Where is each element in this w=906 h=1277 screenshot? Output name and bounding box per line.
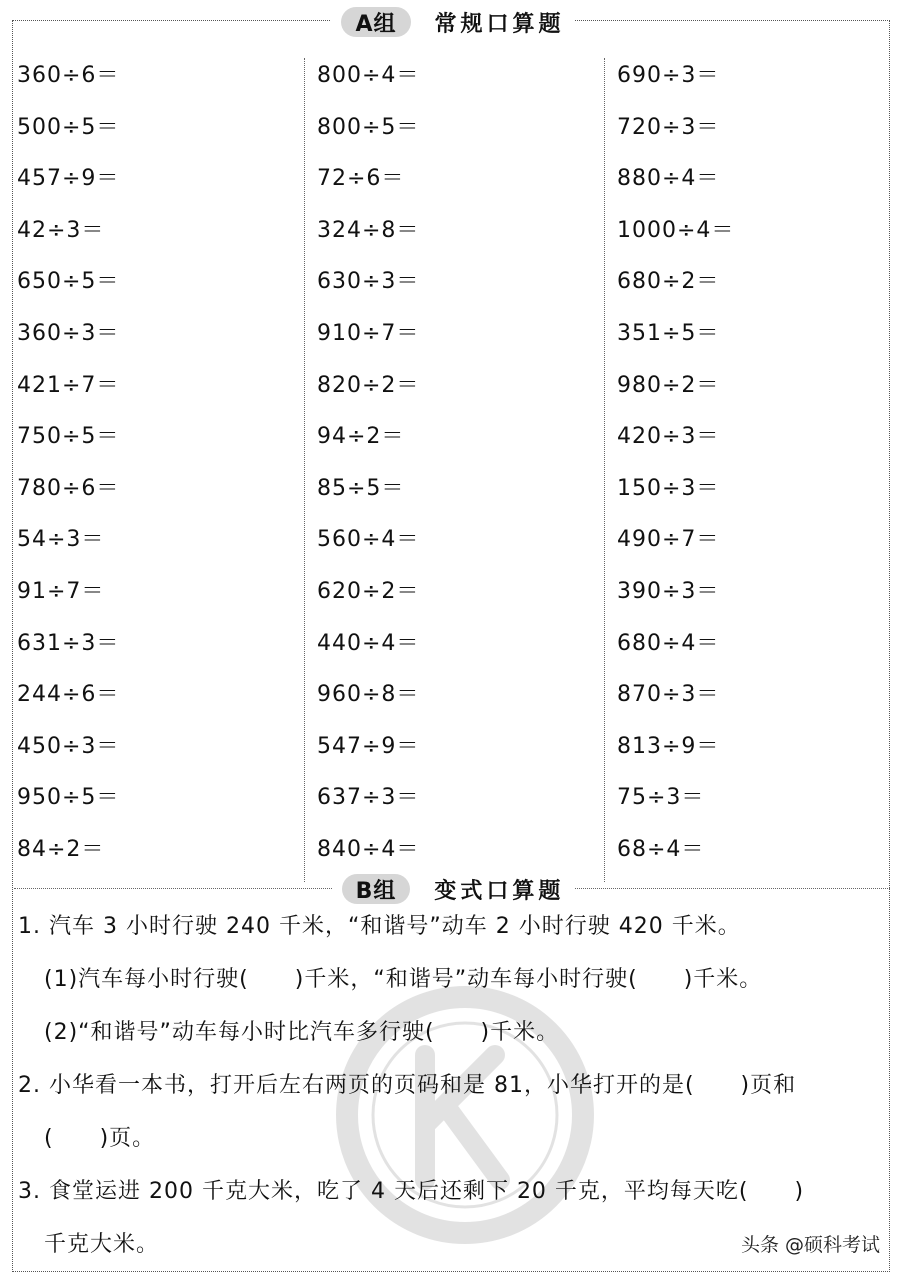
problem-2-continuation: ( )页。 bbox=[44, 1126, 156, 1151]
section-a-title: 常规口算题 bbox=[434, 11, 565, 37]
problem-item: 360÷6＝ bbox=[17, 63, 120, 88]
section-b-group-badge: B组 bbox=[342, 874, 411, 904]
problem-item: 420÷3＝ bbox=[617, 424, 720, 450]
word-problems bbox=[18, 900, 890, 1271]
problem-item: 324÷8＝ bbox=[317, 217, 420, 243]
problem-item: 421÷7＝ bbox=[17, 372, 120, 398]
problem-item: 72÷6＝ bbox=[317, 166, 405, 192]
problem-item: 820÷2＝ bbox=[317, 372, 420, 398]
problem-item: 440÷4＝ bbox=[317, 630, 420, 656]
problem-item: 91÷7＝ bbox=[17, 578, 105, 604]
problem-item: 720÷3＝ bbox=[617, 114, 720, 140]
problem-column-2 bbox=[317, 50, 607, 876]
problem-item: 960÷8＝ bbox=[317, 682, 420, 708]
problem-2-text: 2. 小华看一本书，打开后左右两页的页码和是 81，小华打开的是( )页和 bbox=[18, 1073, 797, 1098]
problem-item: 244÷6＝ bbox=[17, 682, 120, 708]
footer-credit: 头条 @硕科考试 bbox=[737, 1230, 884, 1257]
problem-item: 75÷3＝ bbox=[617, 785, 705, 811]
problem-item: 780÷6＝ bbox=[17, 475, 120, 501]
problem-1-part-1: (1)汽车每小时行驶( )千米，“和谐号”动车每小时行驶( )千米。 bbox=[44, 967, 763, 992]
problem-item: 631÷3＝ bbox=[17, 630, 120, 656]
problem-item: 490÷7＝ bbox=[617, 527, 720, 553]
problem-item: 84÷2＝ bbox=[17, 836, 105, 862]
problem-item: 800÷4＝ bbox=[317, 63, 420, 88]
problem-item: 360÷3＝ bbox=[17, 320, 120, 346]
problem-item: 1000÷4＝ bbox=[617, 217, 735, 243]
problem-item: 910÷7＝ bbox=[317, 320, 420, 346]
problem-item: 750÷5＝ bbox=[17, 424, 120, 450]
problem-item: 650÷5＝ bbox=[17, 269, 120, 295]
problem-item: 620÷2＝ bbox=[317, 578, 420, 604]
problem-item: 94÷2＝ bbox=[317, 424, 405, 450]
problem-item: 450÷3＝ bbox=[17, 733, 120, 759]
problem-item: 150÷3＝ bbox=[617, 475, 720, 501]
problem-item: 547÷9＝ bbox=[317, 733, 420, 759]
section-a-group-badge: A组 bbox=[341, 7, 410, 37]
problem-item: 457÷9＝ bbox=[17, 166, 120, 192]
problem-item: 680÷2＝ bbox=[617, 269, 720, 295]
problem-item: 980÷2＝ bbox=[617, 372, 720, 398]
problem-item: 950÷5＝ bbox=[17, 785, 120, 811]
problem-item: 800÷5＝ bbox=[317, 114, 420, 140]
problem-3-text: 3. 食堂运进 200 千克大米，吃了 4 天后还剩下 20 千克，平均每天吃( ) bbox=[18, 1179, 805, 1204]
problem-1-text: 1. 汽车 3 小时行驶 240 千米，“和谐号”动车 2 小时行驶 420 千米。 bbox=[18, 914, 741, 939]
problem-item: 500÷5＝ bbox=[17, 114, 120, 140]
section-b-title: 变式口算题 bbox=[434, 878, 565, 904]
problem-item: 68÷4＝ bbox=[617, 836, 705, 862]
problem-column-3 bbox=[617, 50, 906, 876]
problem-item: 680÷4＝ bbox=[617, 630, 720, 656]
problem-1-part-2: (2)“和谐号”动车每小时比汽车多行驶( )千米。 bbox=[44, 1020, 560, 1045]
problem-item: 870÷3＝ bbox=[617, 682, 720, 708]
problem-item: 637÷3＝ bbox=[317, 785, 420, 811]
problem-item: 85÷5＝ bbox=[317, 475, 405, 501]
problem-item: 813÷9＝ bbox=[617, 733, 720, 759]
problem-item: 840÷4＝ bbox=[317, 836, 420, 862]
problem-item: 390÷3＝ bbox=[617, 578, 720, 604]
problem-item: 560÷4＝ bbox=[317, 527, 420, 553]
problem-item: 880÷4＝ bbox=[617, 166, 720, 192]
problem-item: 54÷3＝ bbox=[17, 527, 105, 553]
problem-item: 690÷3＝ bbox=[617, 63, 720, 88]
problem-column-1 bbox=[17, 50, 307, 876]
problem-item: 351÷5＝ bbox=[617, 320, 720, 346]
problem-item: 42÷3＝ bbox=[17, 217, 105, 243]
problem-3-continuation: 千克大米。 bbox=[44, 1232, 160, 1257]
section-a-header bbox=[0, 4, 906, 40]
problem-item: 630÷3＝ bbox=[317, 269, 420, 295]
